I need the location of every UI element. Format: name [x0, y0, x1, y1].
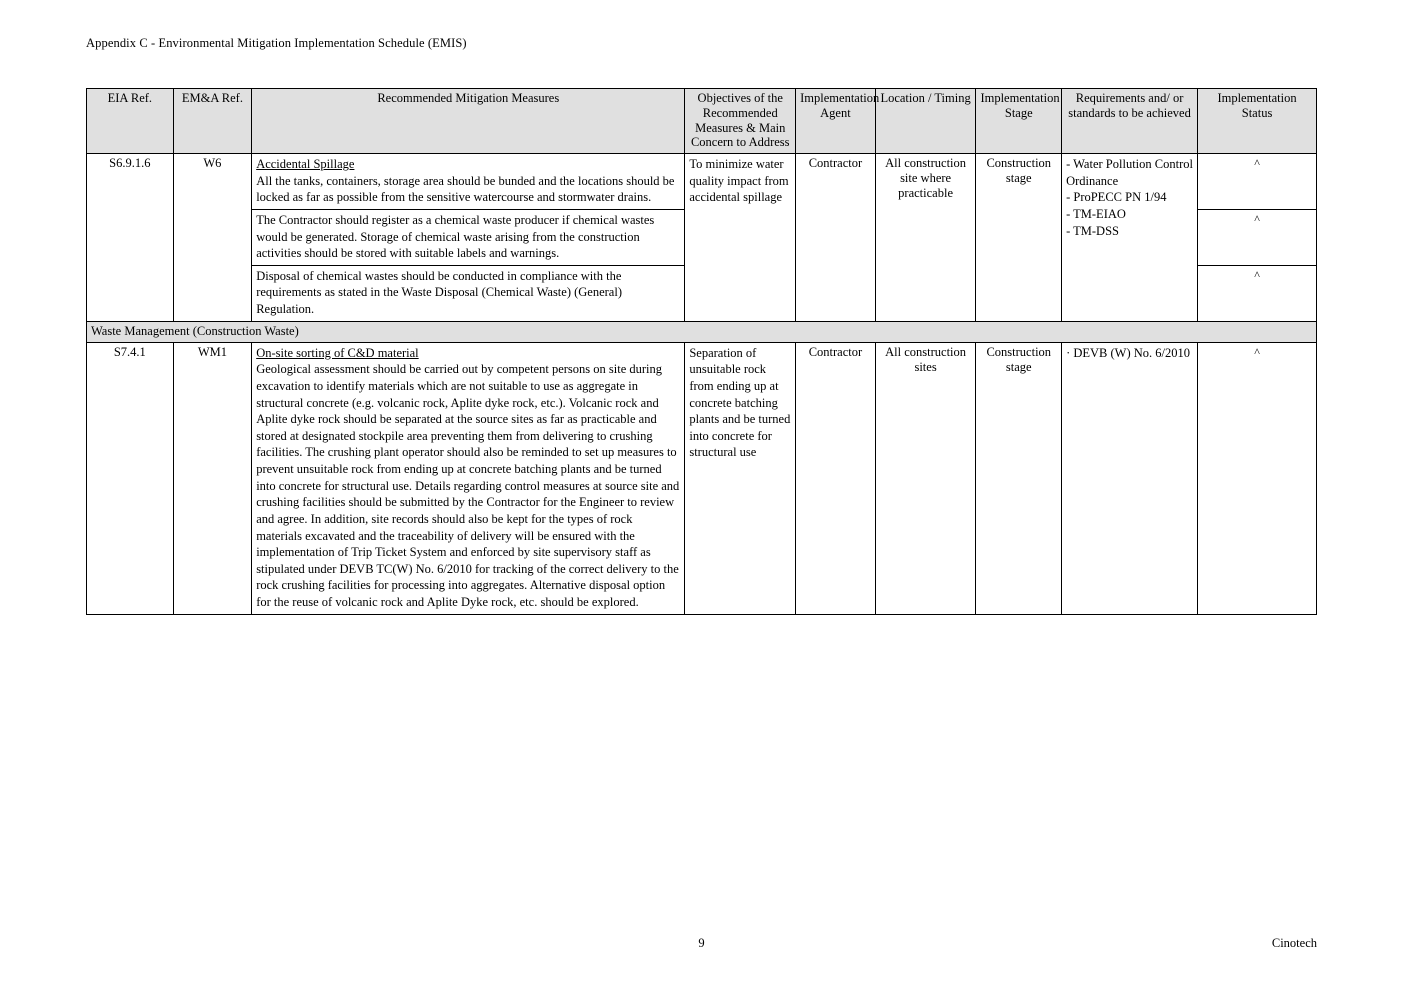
cell-status-mark: ^ [1198, 154, 1317, 210]
column-header-location-timing: Location / Timing [875, 89, 976, 154]
cell-objectives: To minimize water quality impact from accidental spillage [685, 154, 796, 322]
measure-text: Geological assessment should be carried out by competent persons on site during excavation to identify materials which are not suitable to use as aggregate in structural concrete (e.g. volcanic rock, Aplite dyke rock, etc.). Volcanic rock and Aplite dyke rock should be separated at the source sites as far as practicable and stored at designated stockpile area preventing them from delivering to crushing facilities. The crushing plant operator should also be reminded to set up measures to prevent unsuitable rock from ending up at concrete batching plants and be turned into concrete for structural use. Details regarding control measures at source site and crushing facilities should be submitted by the Contractor for the Engineer to review and agree. In addition, site records should also be kept for the types of rock materials excavated and the traceability of delivery will be ensured with the implementation of Trip Ticket System and enforced by site supervisory staff as stipulated under DEVB TC(W) No. 6/2010 for tracking of the correct delivery to the rock crushing facilities for processing into aggregates. Alternative disposal option for the reuse of volcanic rock and Aplite Dyke rock, etc. should be explored. [256, 362, 680, 609]
requirement-item: - TM-EIAO [1066, 206, 1126, 221]
page-number: 9 [698, 936, 705, 950]
requirement-item: - ProPECC PN 1/94 [1066, 190, 1167, 205]
column-header-implementation-stage: Implementation Stage [976, 89, 1062, 154]
cell-location-timing: All construction sites [875, 342, 976, 614]
table-row [87, 154, 1317, 210]
cell-objectives: Separation of unsuitable rock from ending up at concrete batching plants and be turned into concrete for structural use [685, 342, 796, 614]
column-header-objectives: Objectives of the Recommended Measures & Main Concern to Address [685, 89, 796, 154]
column-header-requirements: Requirements and/ or standards to be achieved [1062, 89, 1198, 154]
table-header-row [87, 89, 1317, 154]
cell-measure-2: The Contractor should register as a chemical waste producer if chemical wastes would be generated. Storage of chemical waste arising from the construction activities should be stored with suitable labels and warnings. [252, 209, 685, 265]
section-title: Waste Management (Construction Waste) [87, 321, 1317, 342]
measure-title: Accidental Spillage [256, 157, 355, 171]
cell-status-mark: ^ [1198, 209, 1317, 265]
cell-eia-ref: S7.4.1 [87, 342, 174, 614]
measure-title: On-site sorting of C&D material [256, 345, 419, 360]
footer-company: Cinotech [1271, 936, 1317, 950]
cell-location-timing: All construction site where practicable [875, 154, 976, 322]
section-header-row [87, 321, 1317, 342]
cell-measure-1 [252, 342, 685, 614]
column-header-eia-ref: EIA Ref. [87, 89, 174, 154]
emis-table [86, 88, 1317, 615]
cell-requirements [1062, 154, 1198, 322]
measure-text: All the tanks, containers, storage area should be bunded and the locations should be locked as far as possible from the sensitive watercourse and stormwater drains. [256, 173, 675, 205]
cell-measure-3: Disposal of chemical wastes should be conducted in compliance with the requirements as stated in the Waste Disposal (Chemical Waste) (General) Regulation. [252, 265, 685, 321]
column-header-recommended-mitigation-measures: Recommended Mitigation Measures [252, 89, 685, 154]
cell-status-mark: ^ [1198, 265, 1317, 321]
cell-status-mark: ^ [1198, 342, 1317, 614]
requirement-item: - Water Pollution Control Ordinance [1066, 157, 1193, 188]
table-row [87, 342, 1317, 614]
appendix-header: Appendix C - Environmental Mitigation Implementation Schedule (EMIS) [86, 36, 467, 50]
column-header-ema-ref: EM&A Ref. [173, 89, 252, 154]
column-header-implementation-status: Implementation Status [1198, 89, 1317, 154]
column-header-implementation-agent: Implementation Agent [796, 89, 876, 154]
cell-requirements: · DEVB (W) No. 6/2010 [1062, 342, 1198, 614]
cell-eia-ref: S6.9.1.6 [87, 154, 174, 322]
cell-stage: Construction stage [976, 342, 1062, 614]
cell-agent: Contractor [796, 154, 876, 322]
cell-ema-ref: WM1 [173, 342, 252, 614]
cell-ema-ref: W6 [173, 154, 252, 322]
cell-measure-1 [252, 154, 685, 210]
requirement-item: - TM-DSS [1066, 223, 1119, 238]
cell-agent: Contractor [796, 342, 876, 614]
cell-stage: Construction stage [976, 154, 1062, 322]
